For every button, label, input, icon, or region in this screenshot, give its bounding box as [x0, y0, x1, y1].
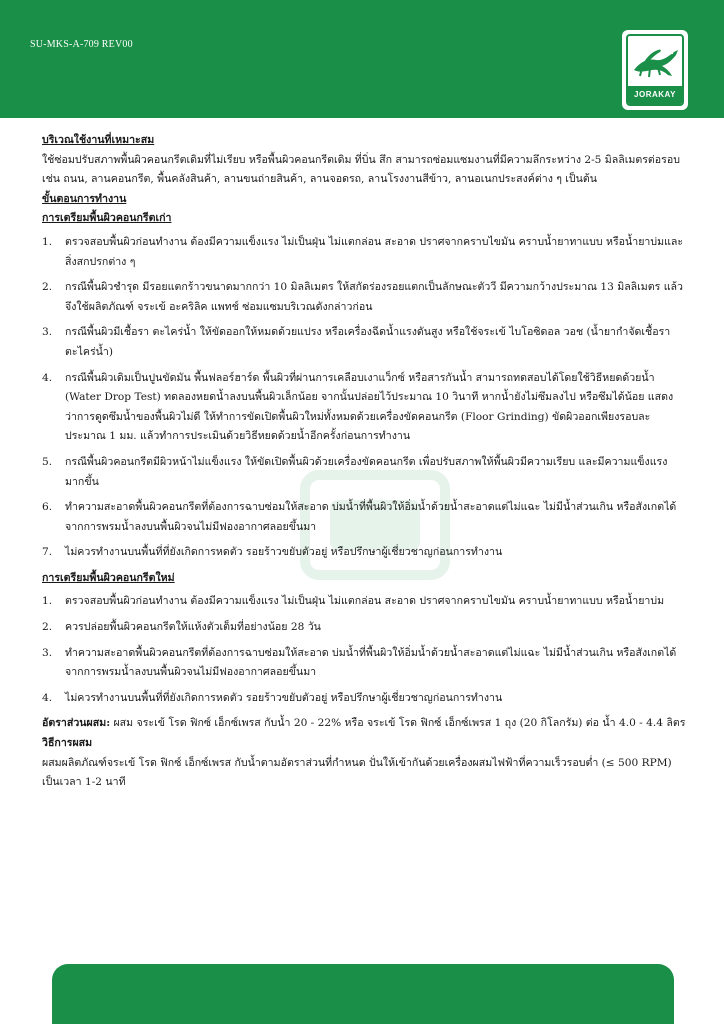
header-band: [0, 0, 724, 118]
list-item-number: 5.: [42, 455, 53, 468]
list-item-text: กรณีพื้นผิวชำรุด มีรอยแตกร้าวขนาดมากกว่า 10 มิลลิเมตร ให้สกัดร่องรอยแตกเป็นลักษณะตัววี มีความกว้างประมาณ 13 มิลลิเมตร แล้วจึงใช้ผลิตภัณฑ์ จระเข้ อะคริลิค แพทช์ ซ่อมแซมบริเวณดังกล่าวก่อน: [65, 281, 683, 313]
list-item-text: ไม่ควรทำงานบนพื้นที่ที่ยังเกิดการหดตัว รอยร้าวขยับตัวอยู่ หรือปรึกษาผู้เชี่ยวชาญก่อนการทำงาน: [65, 546, 503, 559]
footer-band: [52, 964, 674, 1024]
list-item-text: กรณีพื้นผิวมีเชื้อรา ตะไคร่น้ำ ให้ขัดออกให้หมดด้วยแปรง หรือเครื่องฉีดน้ำแรงดันสูง หรือใช้จระเข้ ไบโอซิดอล วอช (น้ำยากำจัดเชื้อราตะไคร่น้ำ): [65, 326, 671, 358]
document-body: [42, 131, 686, 793]
list-item-text: ตรวจสอบพื้นผิวก่อนทำงาน ต้องมีความแข็งแรง ไม่เป็นฝุ่น ไม่แตกล่อน สะอาด ปราศจากคราบไขมัน คราบน้ำยาทาแบบ หรือน้ำยาบ่มและสิ่งสกปรกต่าง ๆ: [65, 235, 684, 268]
mix-ratio: [42, 714, 686, 734]
list-item: [42, 369, 686, 447]
mixing-heading: วิธีการผสม: [42, 737, 93, 750]
list-item: [42, 278, 686, 317]
list-item-text: ทำความสะอาดพื้นผิวคอนกรีตที่ต้องการฉาบซ่อมให้สะอาด บ่มน้ำที่พื้นผิวให้อิ่มน้ำด้วยน้ำสะอาดแต่ไม่แฉะ ไม่มีน้ำส่วนเกิน หรือสังเกตได้จากการพรมน้ำลงบนพื้นผิวจนไม่มีฟองอากาศลอยขึ้นมา: [65, 501, 677, 533]
list-item-number: 4.: [42, 371, 53, 384]
application-heading: บริเวณใช้งานที่เหมาะสม: [42, 134, 155, 146]
list-item-number: 2.: [42, 621, 53, 634]
old-surface-heading: การเตรียมพื้นผิวคอนกรีตเก่า: [42, 212, 172, 225]
list-item-text: กรณีพื้นผิวคอนกรีตมีผิวหน้าไม่แข็งแรง ให้ขัดเปิดพื้นผิวด้วยเครื่องขัดคอนกรีต เพื่อปรับสภาพให้พื้นผิวมีความเรียบ และมีความแข็งแรงมากขึ้น: [65, 455, 668, 488]
list-item: [42, 689, 686, 709]
procedure-heading: ขั้นตอนการทำงาน: [42, 192, 127, 205]
list-item-text: ทำความสะอาดพื้นผิวคอนกรีตที่ต้องการฉาบซ่อมให้สะอาด บ่มน้ำที่พื้นผิวให้อิ่มน้ำด้วยน้ำสะอาดแต่ไม่แฉะ ไม่มีน้ำส่วนเกิน หรือสังเกตได้จากการพรมน้ำลงบนพื้นผิวจนไม่มีฟองอากาศลอยขึ้นมา: [65, 646, 677, 679]
list-item: [42, 543, 686, 563]
mix-ratio-text: ผสม จระเข้ โรด ฟิกซ์ เอ็กซ์เพรส กับน้ำ 20 - 22% หรือ จระเข้ โรด ฟิกซ์ เอ็กซ์เพรส 1 ถุง (20 กิโลกรัม) ต่อ น้ำ 4.0 - 4.4 ลิตร: [110, 717, 686, 730]
mix-ratio-label: อัตราส่วนผสม:: [42, 717, 111, 730]
list-item-number: 3.: [42, 326, 53, 339]
logo-brand-name: JORAKAY: [628, 86, 682, 104]
list-item: [42, 592, 686, 612]
document-code: SU-MKS-A-709 REV00: [30, 39, 133, 50]
list-item-number: 3.: [42, 646, 53, 659]
list-item: [42, 498, 686, 537]
list-item-number: 1.: [42, 235, 53, 248]
list-item: [42, 453, 686, 492]
list-item: [42, 233, 686, 272]
new-surface-heading: การเตรียมพื้นผิวคอนกรีตใหม่: [42, 571, 175, 584]
mixing-text: ผสมผลิตภัณฑ์จระเข้ โรด ฟิกซ์ เอ็กซ์เพรส กับน้ำตามอัตราส่วนที่กำหนด ปั่นให้เข้ากันด้วยเครื่องผสมไฟฟ้าที่ความเร็วรอบต่ำ (≤ 500 RPM) เป็นเวลา 1-2 นาที: [42, 756, 672, 789]
list-item-text: ตรวจสอบพื้นผิวก่อนทำงาน ต้องมีความแข็งแรง ไม่เป็นฝุ่น ไม่แตกล่อน สะอาด ปราศจากคราบไขมัน คราบน้ำยาทาแบบ หรือน้ำยาบ่ม: [65, 595, 665, 608]
list-item-text: ควรปล่อยพื้นผิวคอนกรีตให้แห้งตัวเต็มที่อย่างน้อย 28 วัน: [65, 621, 321, 634]
old-surface-steps: [42, 233, 686, 563]
list-item-number: 4.: [42, 691, 53, 704]
application-text: ใช้ซ่อมปรับสภาพพื้นผิวคอนกรีตเดิมที่ไม่เรียบ หรือพื้นผิวคอนกรีตเดิม ที่บิ่น สึก สามารถซ่อมแซมงานที่มีความลึกระหว่าง 2-5 มิลลิเมตรต่อรอบ เช่น ถนน, ลานคอนกรีต, พื้นคลังสินค้า, ลานขนถ่ายสินค้า, ลานจอดรถ, ลานโรงงานสีข้าว, ลานอเนกประสงค์ต่าง ๆ เป็นต้น: [42, 153, 680, 186]
list-item-number: 2.: [42, 281, 53, 294]
list-item-text: ไม่ควรทำงานบนพื้นที่ที่ยังเกิดการหดตัว รอยร้าวขยับตัวอยู่ หรือปรึกษาผู้เชี่ยวชาญก่อนการทำงาน: [65, 691, 503, 704]
list-item-text: กรณีพื้นผิวเดิมเป็นปูนขัดมัน พื้นฟลอร์ฮาร์ด พื้นผิวที่ผ่านการเคลือบเงาแว็กซ์ หรือสารกันน้ำ สามารถทดสอบได้โดยใช้วิธีหยดด้วยน้ำ (Water Drop Test) ทดลองหยดน้ำลงบนพื้นผิวเล็กน้อย จากนั้นปล่อยไว้ประมาณ 10 วินาที หากน้ำยังไม่ซึมลงไป หรือซึมได้น้อย แสดงว่าการดูดซึมน้ำของพื้นผิวไม่ดี ให้ทำการขัดเปิดพื้นผิวใหม่ทั้งหมดด้วยเครื่องขัดคอนกรีต (Floor Grinding) ขัดผิวออกเพียงรอบละประมาณ 1 มม. แล้วทำการประเมินด้วยวิธีหยดด้วยน้ำอีกครั้งก่อนการทำงาน: [65, 371, 674, 443]
list-item-number: 6.: [42, 501, 53, 514]
new-surface-steps: [42, 592, 686, 708]
logo-frame: [626, 34, 684, 106]
list-item: [42, 644, 686, 683]
brand-logo: [622, 30, 688, 110]
list-item: [42, 323, 686, 362]
list-item-number: 7.: [42, 546, 53, 559]
list-item: [42, 618, 686, 638]
list-item-number: 1.: [42, 595, 53, 608]
crocodile-icon: [630, 40, 682, 86]
